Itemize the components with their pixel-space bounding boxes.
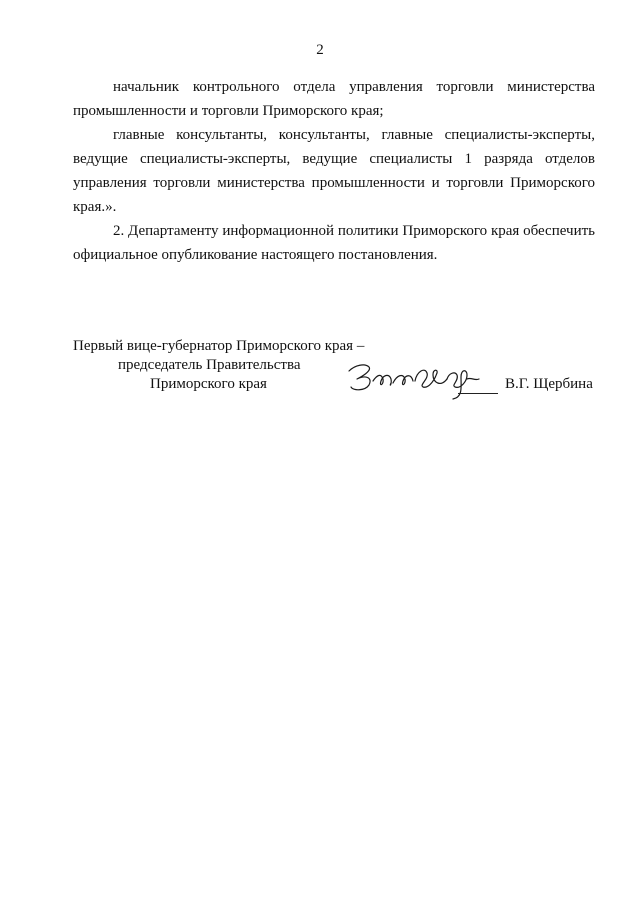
signer-position-line-2: председатель Правительства <box>118 357 301 373</box>
paragraph-3: 2. Департаменту информационной политики Приморского края обеспечить официальное опубликование настоящего постановления. <box>73 223 595 263</box>
signature-underline <box>458 393 498 394</box>
handwritten-signature <box>343 357 493 401</box>
document-body <box>73 75 595 267</box>
page-number: 2 <box>316 42 324 58</box>
paragraph-2: главные консультанты, консультанты, главные специалисты-эксперты, ведущие специалисты-эксперты, ведущие специалисты 1 разряда отделов управления торговли министерства промышленности и торговли Приморского края.». <box>73 127 595 215</box>
paragraph-1: начальник контрольного отдела управления торговли министерства промышленности и торговли Приморского края; <box>73 79 595 119</box>
signer-position-line-3: Приморского края <box>150 376 267 392</box>
signer-position-line-1: Первый вице-губернатор Приморского края – <box>73 338 365 354</box>
signer-name: В.Г. Щербина <box>505 376 593 392</box>
